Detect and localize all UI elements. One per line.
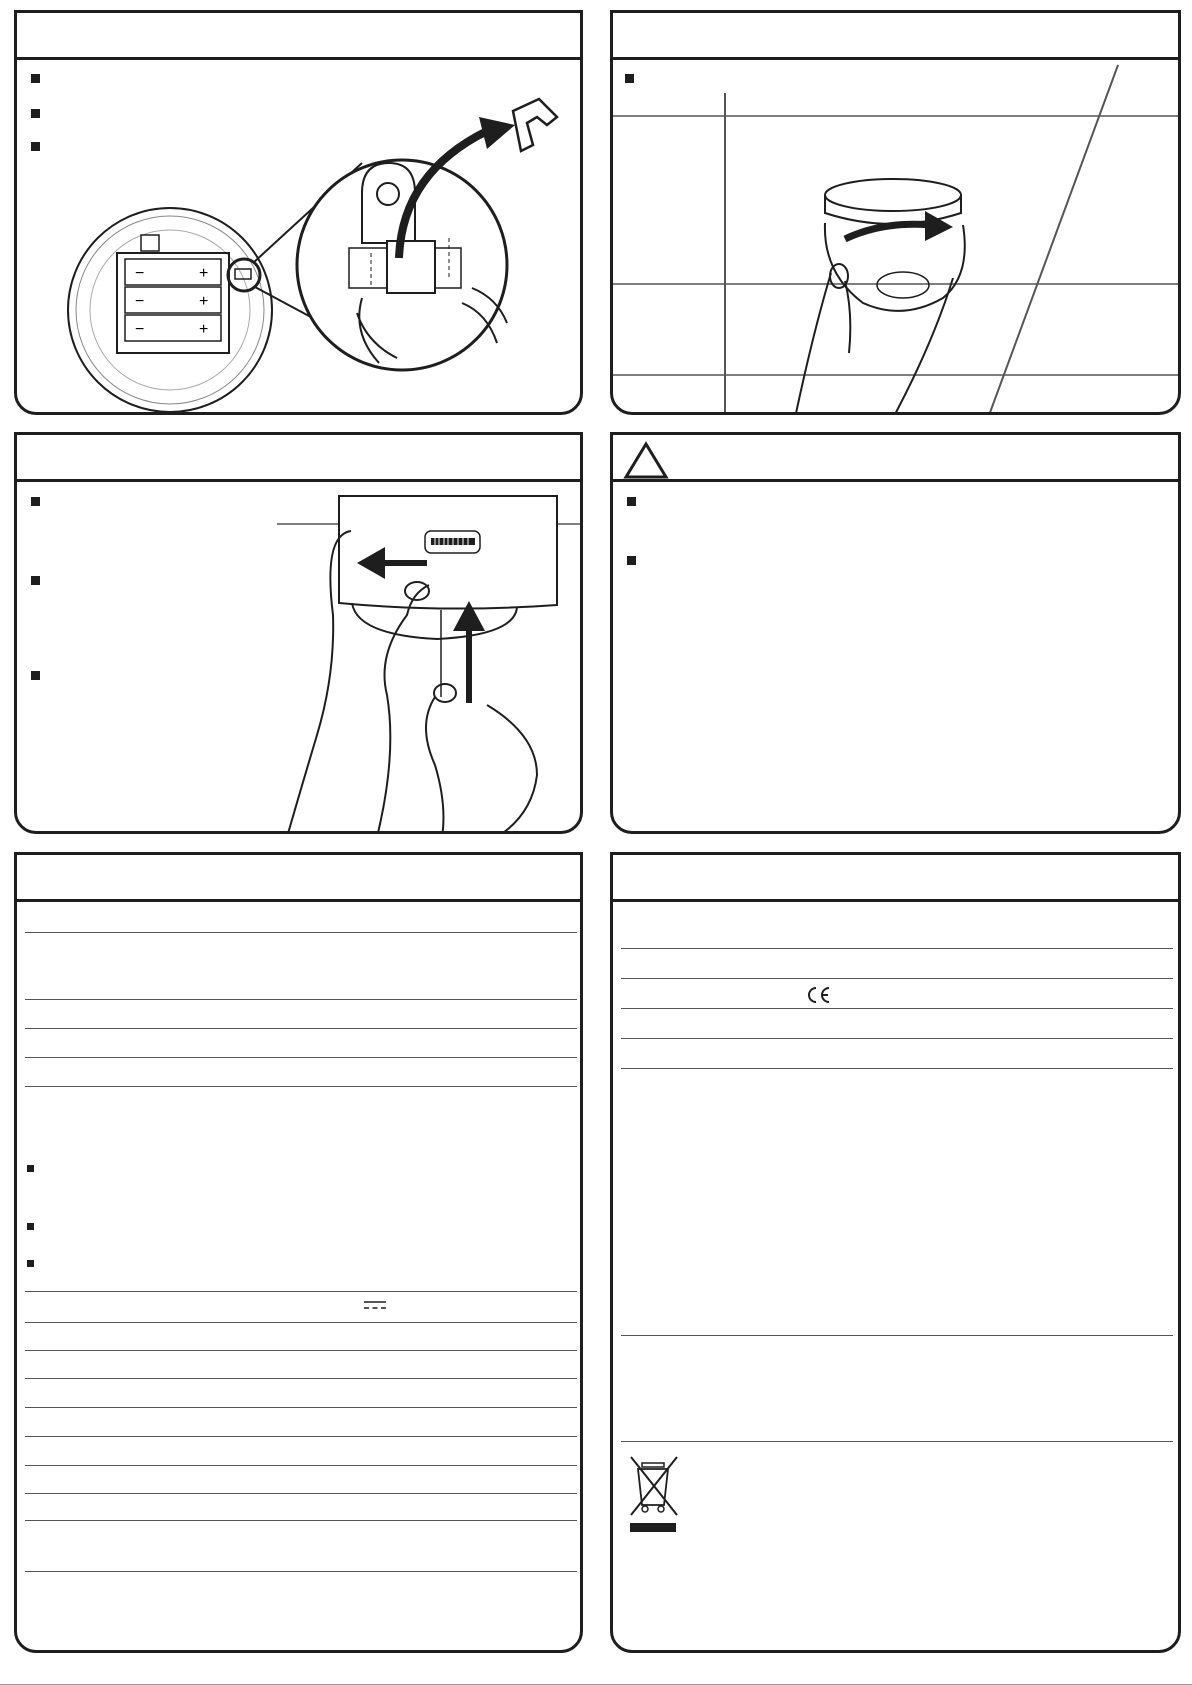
bullet — [27, 1260, 34, 1267]
table-rule — [621, 1038, 1173, 1039]
svg-text:+: + — [199, 321, 209, 338]
svg-text:−: − — [135, 293, 145, 310]
warning-triangle-icon — [623, 441, 669, 479]
panel-battery-install — [14, 10, 583, 415]
bullet — [627, 497, 636, 506]
table-rule — [25, 1436, 577, 1437]
panel-header — [613, 855, 1178, 902]
table-rule — [25, 1378, 577, 1379]
panel-header — [613, 435, 1178, 482]
table-rule — [25, 1571, 577, 1572]
bullet — [27, 1223, 34, 1230]
table-rule — [25, 932, 577, 933]
table-rule — [25, 1086, 577, 1087]
table-rule — [621, 1008, 1173, 1009]
bullet — [627, 556, 636, 565]
ceiling-mount-illustration — [613, 13, 1181, 415]
table-rule — [621, 978, 1173, 979]
table-rule — [25, 1407, 577, 1408]
panel-removal — [14, 432, 583, 834]
removal-illustration — [17, 435, 583, 834]
table-rule — [621, 1441, 1173, 1442]
panel-header — [17, 855, 580, 902]
table-rule — [621, 948, 1173, 949]
svg-text:+: + — [199, 293, 209, 310]
svg-text:−: − — [135, 321, 145, 338]
table-rule — [25, 999, 577, 1000]
table-rule — [25, 1057, 577, 1058]
panel-specs-right — [610, 852, 1181, 1653]
table-rule — [25, 1350, 577, 1351]
bullet — [27, 1165, 34, 1172]
ce-mark-icon — [805, 986, 831, 1004]
table-rule — [25, 1291, 577, 1292]
panel-warning — [610, 432, 1181, 834]
dc-symbol-icon — [364, 1300, 386, 1312]
svg-text:+: + — [199, 265, 209, 282]
table-rule — [621, 1068, 1173, 1069]
battery-compartment-illustration — [17, 13, 583, 415]
table-rule — [25, 1493, 577, 1494]
table-rule — [25, 1028, 577, 1029]
table-rule — [25, 1520, 577, 1521]
panel-specs-left — [14, 852, 583, 1653]
svg-text:−: − — [135, 265, 145, 282]
table-rule — [25, 1465, 577, 1466]
crossed-bin-icon — [628, 1453, 682, 1533]
panel-mounting — [610, 10, 1181, 415]
table-rule — [25, 1322, 577, 1323]
table-rule — [621, 1335, 1173, 1336]
